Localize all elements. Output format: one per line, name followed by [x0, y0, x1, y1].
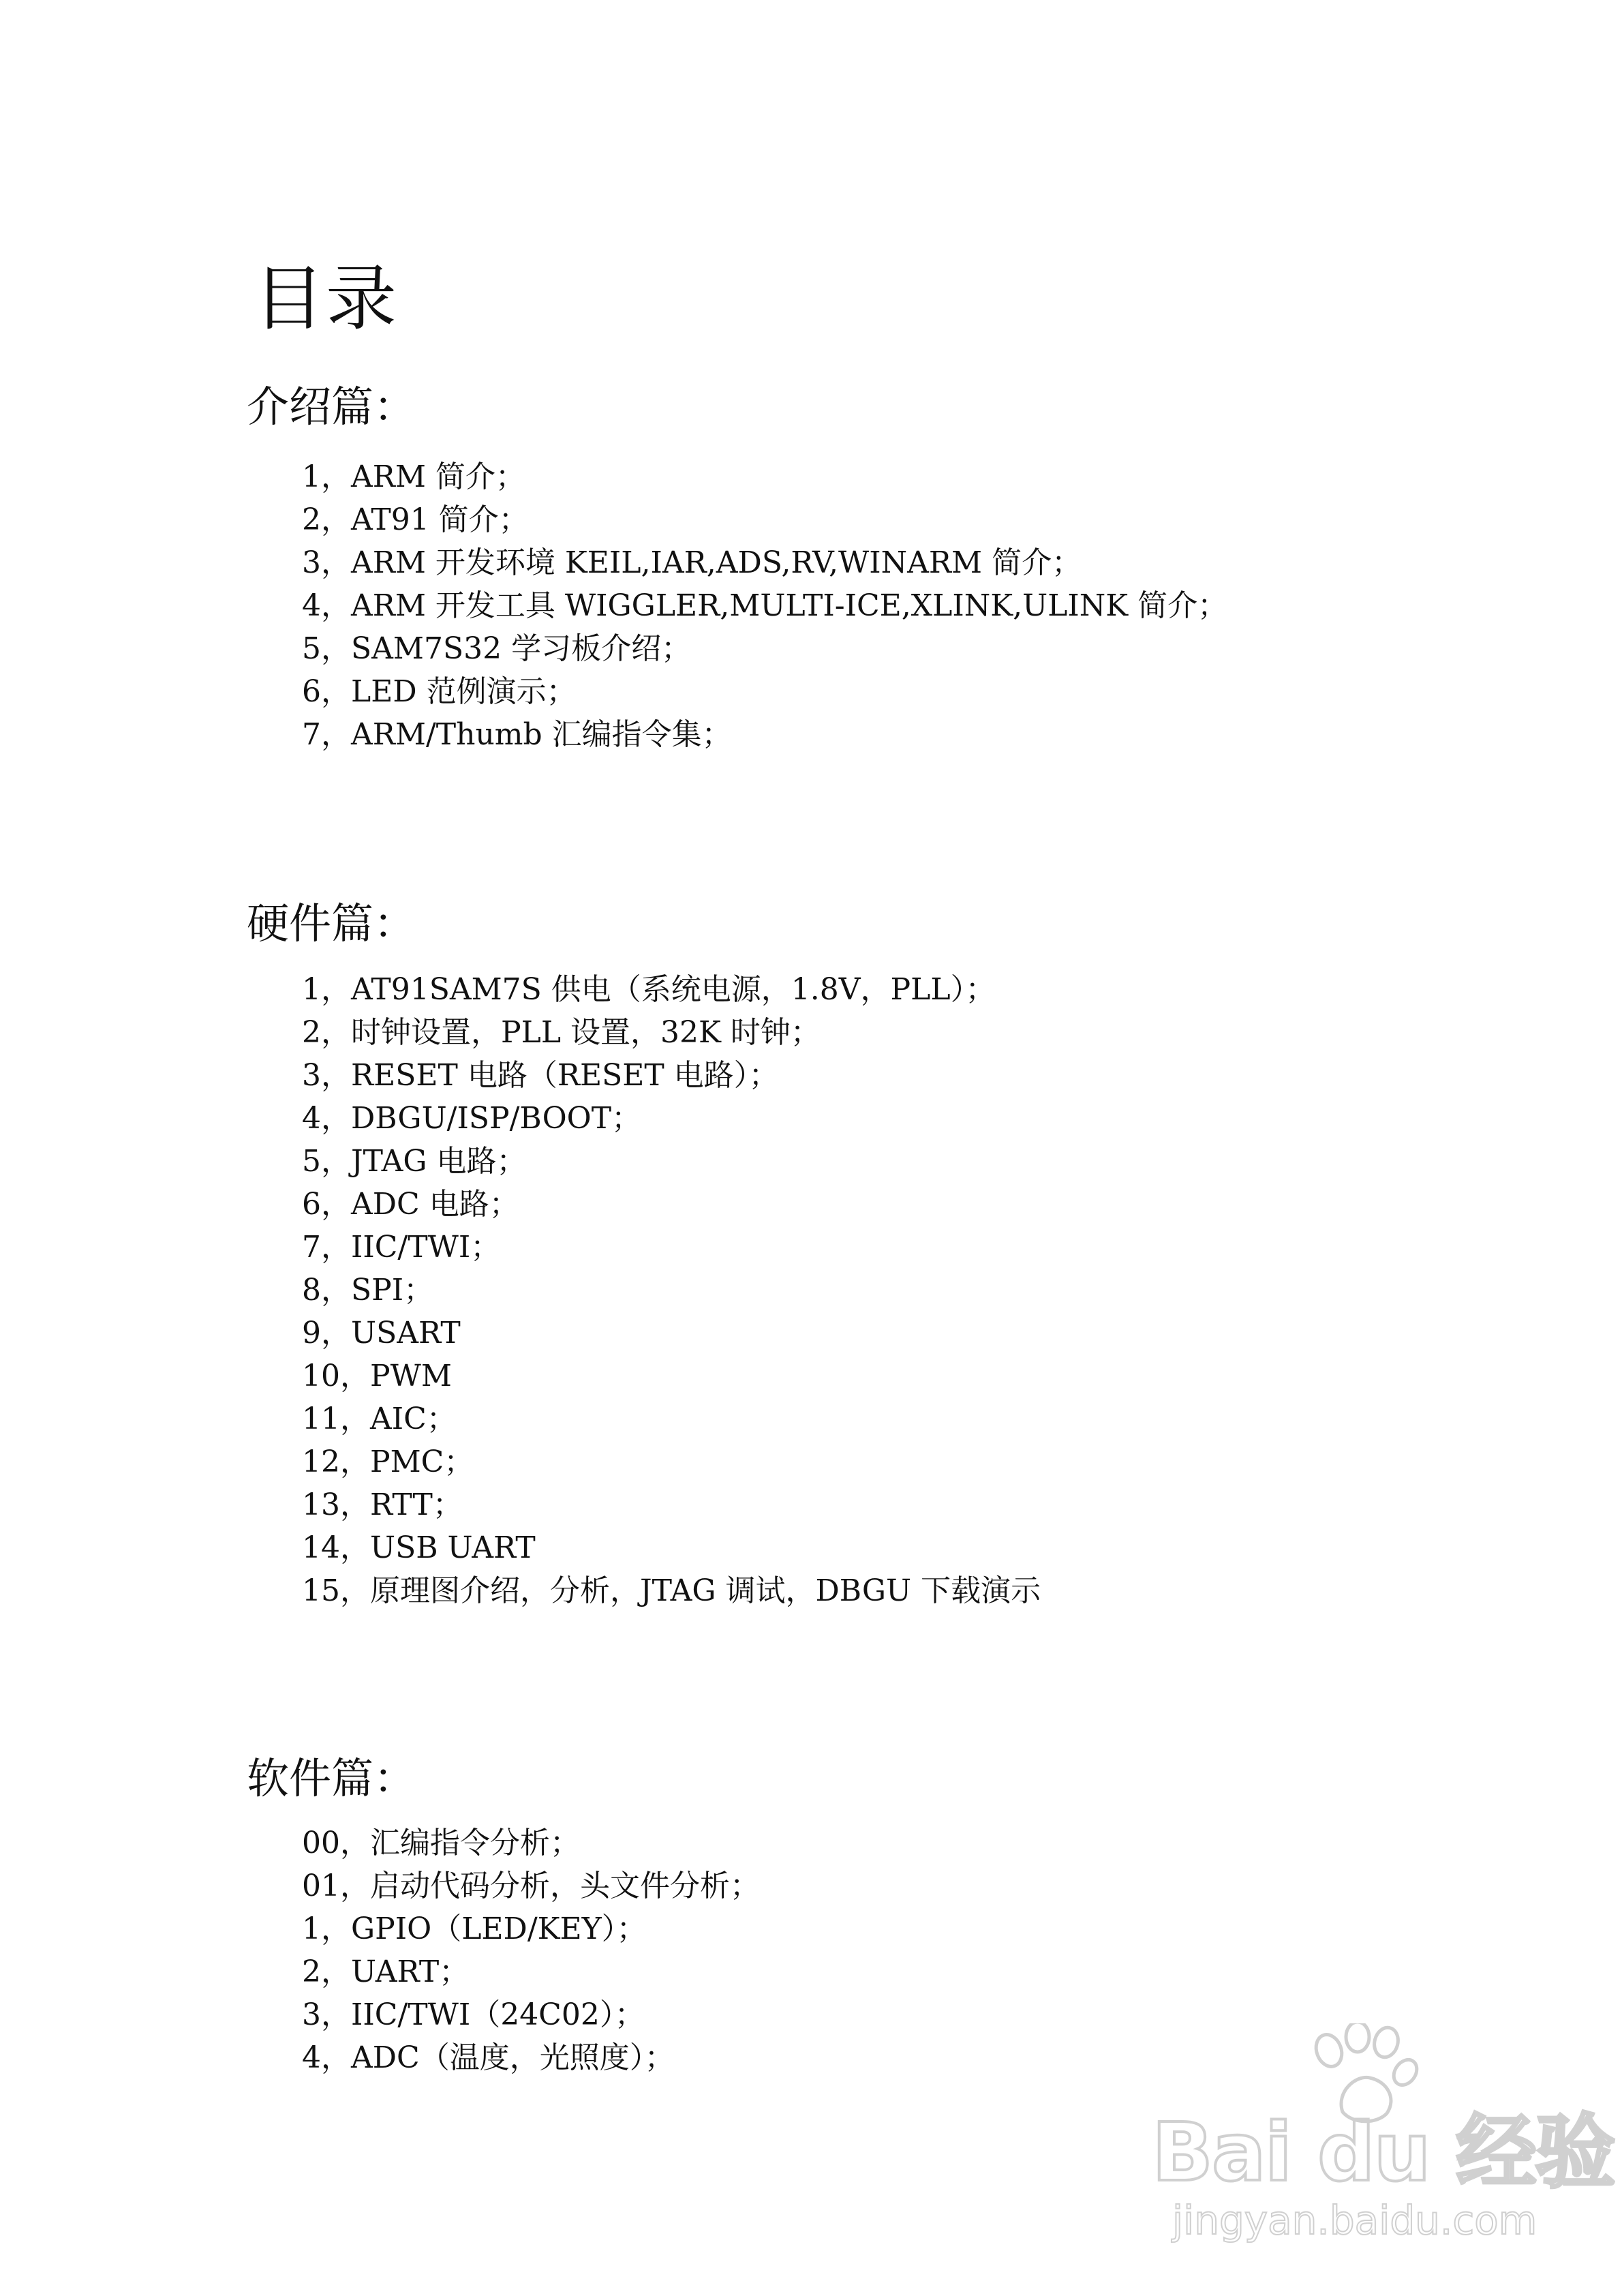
list-item: 3，ARM 开发环境 KEIL,IAR,ADS,RV,WINARM 简介；	[302, 545, 1082, 580]
list-item: 2，AT91 简介；	[302, 502, 529, 537]
list-item: 7，ARM/Thumb 汇编指令集；	[302, 717, 732, 752]
baidu-jingyan-watermark	[1152, 2023, 1615, 2244]
list-item: 9，USART	[302, 1316, 461, 1350]
list-item: 4，ADC（温度，光照度）；	[302, 2040, 675, 2075]
watermark-url-text: jingyan.baidu.com	[1172, 2197, 1537, 2244]
list-item: 3，IIC/TWI（24C02）；	[302, 1997, 645, 2032]
section-heading-hardware: 硬件篇：	[247, 898, 416, 948]
section-list-software	[302, 1822, 760, 2079]
list-item: 4，DBGU/ISP/BOOT；	[302, 1101, 642, 1136]
list-item: 10，PWM	[302, 1359, 452, 1393]
watermark-logo-text: Bai du 经验	[1152, 2105, 1615, 2199]
list-item: 8，SPI；	[302, 1273, 434, 1308]
list-item: 6，LED 范例演示；	[302, 674, 577, 709]
list-item: 1，GPIO（LED/KEY）；	[302, 1912, 647, 1946]
list-item: 2，UART；	[302, 1954, 470, 1989]
section-list-intro	[302, 455, 1227, 756]
section-list-hardware	[302, 968, 1041, 1612]
list-item: 12，PMC；	[302, 1445, 474, 1479]
list-item: 01，启动代码分析，头文件分析；	[302, 1869, 760, 1903]
list-item: 1，AT91SAM7S 供电（系统电源，1.8V，PLL）；	[302, 972, 996, 1007]
list-item: 3，RESET 电路（RESET 电路）；	[302, 1058, 779, 1093]
list-item: 5，JTAG 电路；	[302, 1144, 527, 1179]
list-item: 14，USB UART	[302, 1530, 536, 1565]
list-item: 6，ADC 电路；	[302, 1187, 519, 1222]
section-heading-software: 软件篇：	[247, 1753, 416, 1803]
list-item: 7，IIC/TWI；	[302, 1230, 501, 1265]
list-item: 4，ARM 开发工具 WIGGLER,MULTI-ICE,XLINK,ULINK 简介；	[302, 588, 1228, 623]
list-item: 13，RTT；	[302, 1487, 463, 1522]
list-item: 2，时钟设置，PLL 设置，32K 时钟；	[302, 1015, 821, 1050]
list-item: 11，AIC；	[302, 1402, 457, 1436]
list-item: 1，ARM 简介；	[302, 459, 525, 494]
list-item: 5，SAM7S32 学习板介绍；	[302, 631, 692, 666]
list-item: 15，原理图介绍，分析，JTAG 调试，DBGU 下载演示	[302, 1573, 1041, 1608]
list-item: 00，汇编指令分析；	[302, 1826, 580, 1860]
section-heading-intro: 介绍篇：	[247, 382, 416, 432]
page-title: 目录	[254, 256, 399, 340]
